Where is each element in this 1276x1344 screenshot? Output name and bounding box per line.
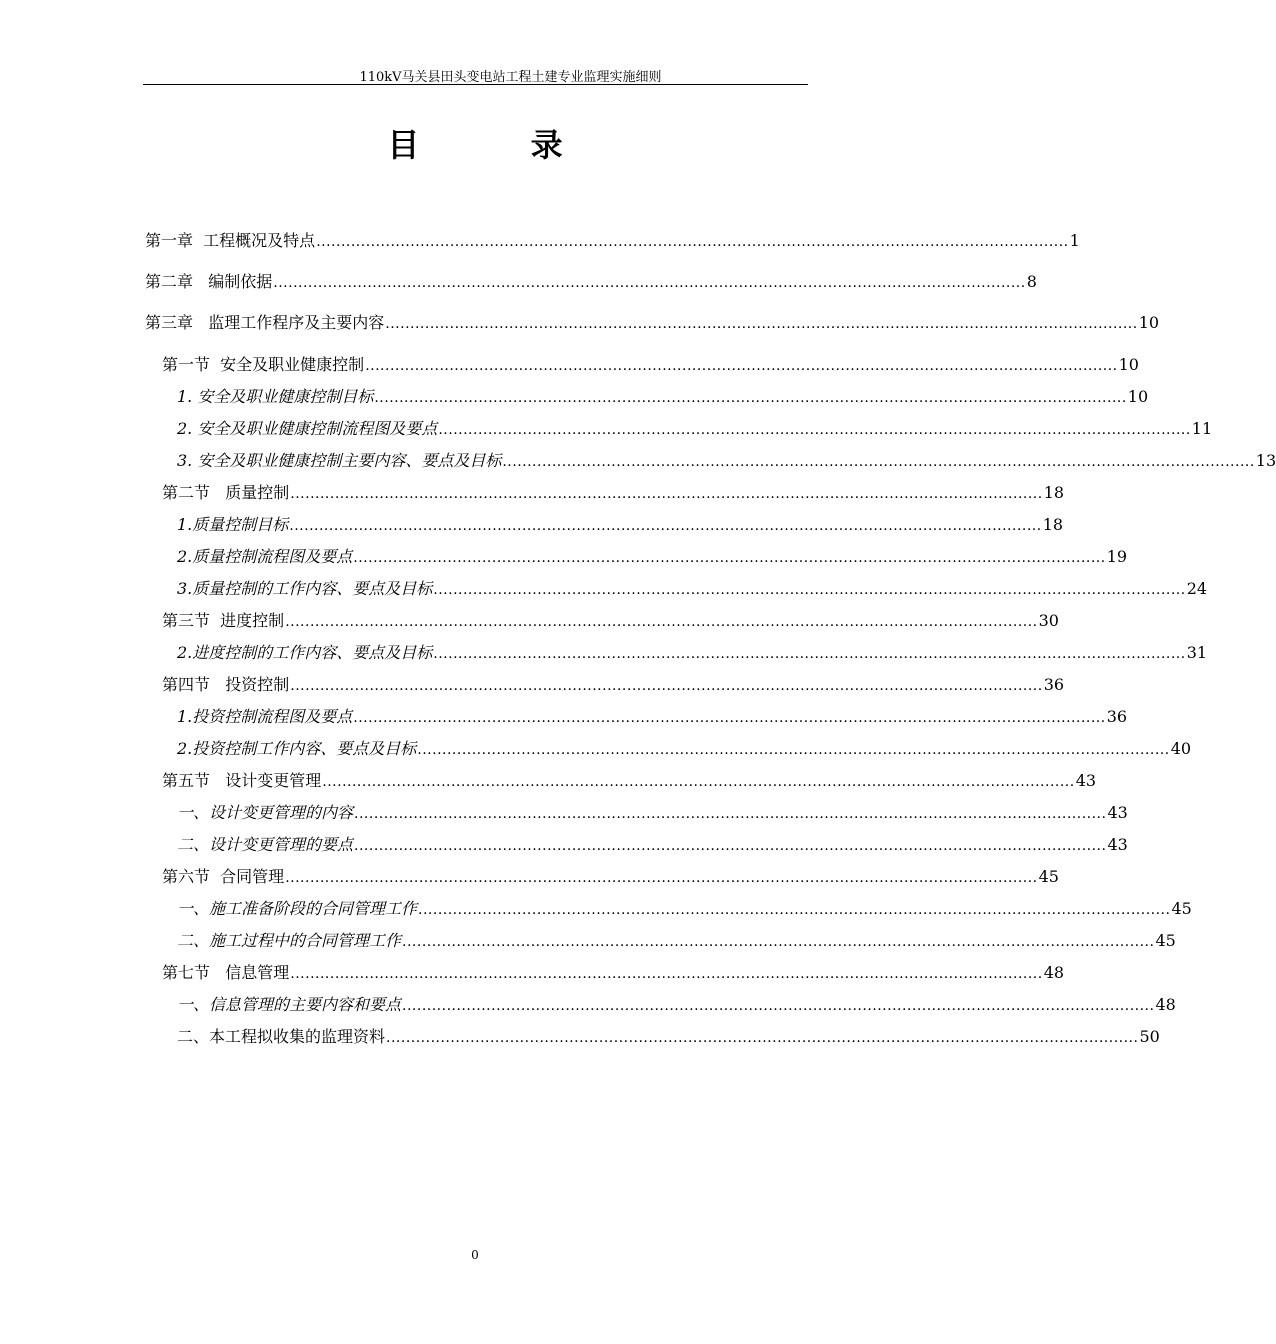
dot-leader: ........................................................................................................................................................	[402, 934, 1155, 950]
dot-leader: ........................................................................................................................................................	[418, 902, 1171, 918]
toc-entry-label: 第五节 设计变更管理	[162, 771, 322, 790]
toc-entry[interactable]	[145, 312, 1160, 334]
toc-entry[interactable]	[177, 450, 1276, 472]
toc-entry-label: 3. 安全及职业健康控制主要内容、要点及目标	[177, 451, 502, 470]
toc-entry-page: 36	[1043, 675, 1065, 694]
toc-entry-page: 45	[1171, 899, 1192, 918]
toc-entry[interactable]	[162, 674, 1065, 696]
toc-entry[interactable]	[162, 354, 1139, 376]
toc-entry-label: 第四节 投资控制	[162, 675, 290, 694]
toc-entry[interactable]	[177, 642, 1208, 664]
toc-entry[interactable]	[177, 706, 1128, 728]
toc-title: 目 录	[387, 126, 613, 164]
page-header	[143, 62, 808, 85]
toc-entry-label: 1.质量控制目标	[177, 515, 289, 534]
toc-entry-label: 一、施工准备阶段的合同管理工作	[177, 899, 418, 918]
page-number: 0	[471, 1248, 479, 1262]
toc-entry-page: 1	[1069, 231, 1080, 250]
toc-entry-page: 36	[1106, 707, 1128, 726]
toc-entry-label: 1.投资控制流程图及要点	[177, 707, 353, 726]
dot-leader: ........................................................................................................................................................	[285, 870, 1038, 886]
dot-leader: ........................................................................................................................................................	[290, 486, 1043, 502]
toc-entry-page: 43	[1107, 803, 1128, 822]
toc-entry-label: 1. 安全及职业健康控制目标	[177, 387, 374, 406]
toc-entry[interactable]	[177, 1026, 1160, 1048]
toc-entry-page: 31	[1186, 643, 1208, 662]
toc-entry[interactable]	[145, 271, 1037, 293]
toc-entry-label: 二、施工过程中的合同管理工作	[177, 931, 402, 950]
toc-entry[interactable]	[177, 802, 1128, 824]
dot-leader: ........................................................................................................................................................	[385, 316, 1138, 332]
dot-leader: ........................................................................................................................................................	[353, 550, 1106, 566]
toc-entry-label: 2.投资控制工作内容、要点及目标	[177, 739, 417, 758]
toc-entry[interactable]	[145, 230, 1080, 252]
toc-entry[interactable]	[177, 930, 1176, 952]
toc-entry-page: 50	[1139, 1027, 1160, 1046]
dot-leader: ........................................................................................................................................................	[433, 582, 1186, 598]
dot-leader: ........................................................................................................................................................	[417, 742, 1170, 758]
toc-entry-page: 10	[1127, 387, 1149, 406]
toc-entry-page: 13	[1255, 451, 1276, 470]
toc-entry[interactable]	[177, 546, 1128, 568]
toc-entry-label: 第三节 进度控制	[162, 611, 285, 630]
toc-entry[interactable]	[177, 514, 1064, 536]
toc-entry-label: 第二章 编制依据	[145, 272, 273, 291]
toc-entry[interactable]	[177, 386, 1149, 408]
dot-leader: ........................................................................................................................................................	[433, 646, 1186, 662]
dot-leader: ........................................................................................................................................................	[386, 1030, 1139, 1046]
dot-leader: ........................................................................................................................................................	[354, 838, 1107, 854]
toc-entry-page: 10	[1118, 355, 1139, 374]
dot-leader: ........................................................................................................................................................	[285, 614, 1038, 630]
toc-entry[interactable]	[162, 770, 1097, 792]
toc-entry-label: 2. 安全及职业健康控制流程图及要点	[177, 419, 438, 438]
toc-entry[interactable]	[162, 482, 1065, 504]
toc-entry[interactable]	[177, 738, 1192, 760]
header-text: 110kV马关县田头变电站工程土建专业监理实施细则	[359, 70, 662, 85]
toc-entry-page: 24	[1186, 579, 1208, 598]
toc-entry-label: 2.质量控制流程图及要点	[177, 547, 353, 566]
dot-leader: ........................................................................................................................................................	[402, 998, 1155, 1014]
toc-entry-label: 二、本工程拟收集的监理资料	[177, 1027, 386, 1046]
toc-entry-page: 30	[1038, 611, 1059, 630]
toc-entry[interactable]	[177, 418, 1213, 440]
dot-leader: ........................................................................................................................................................	[365, 358, 1118, 374]
toc-entry-label: 第一章 工程概况及特点	[145, 231, 316, 250]
dot-leader: ........................................................................................................................................................	[353, 710, 1106, 726]
toc-entry-page: 10	[1138, 313, 1160, 332]
toc-entry-page: 11	[1191, 419, 1213, 438]
toc-entry-page: 18	[1042, 515, 1064, 534]
toc-entry-page: 45	[1038, 867, 1059, 886]
toc-entry[interactable]	[177, 994, 1176, 1016]
dot-leader: ........................................................................................................................................................	[374, 390, 1127, 406]
dot-leader: ........................................................................................................................................................	[290, 678, 1043, 694]
toc-entry-page: 48	[1155, 995, 1176, 1014]
toc-entry-label: 2.进度控制的工作内容、要点及目标	[177, 643, 433, 662]
dot-leader: ........................................................................................................................................................	[316, 234, 1069, 250]
dot-leader: ........................................................................................................................................................	[273, 275, 1026, 291]
toc-entry-label: 二、设计变更管理的要点	[177, 835, 354, 854]
toc-entry[interactable]	[162, 962, 1065, 984]
dot-leader: ........................................................................................................................................................	[502, 454, 1255, 470]
toc-entry-label: 一、信息管理的主要内容和要点	[177, 995, 402, 1014]
toc-entry-page: 19	[1106, 547, 1128, 566]
toc-entry-label: 第二节 质量控制	[162, 483, 290, 502]
toc-entry[interactable]	[177, 834, 1128, 856]
toc-entry-label: 第三章 监理工作程序及主要内容	[145, 313, 385, 332]
dot-leader: ........................................................................................................................................................	[322, 774, 1075, 790]
toc-entry-label: 第六节 合同管理	[162, 867, 285, 886]
toc-entry-page: 8	[1026, 272, 1037, 291]
toc-entry-page: 48	[1043, 963, 1065, 982]
toc-entry-page: 43	[1075, 771, 1097, 790]
toc-entry[interactable]	[162, 610, 1059, 632]
toc-entry[interactable]	[177, 898, 1192, 920]
toc-entry-label: 一、设计变更管理的内容	[177, 803, 354, 822]
toc-entry[interactable]	[177, 578, 1208, 600]
dot-leader: ........................................................................................................................................................	[354, 806, 1107, 822]
dot-leader: ........................................................................................................................................................	[438, 422, 1191, 438]
toc-entry-label: 3.质量控制的工作内容、要点及目标	[177, 579, 433, 598]
toc-entry[interactable]	[162, 866, 1059, 888]
toc-entry-page: 40	[1170, 739, 1192, 758]
toc-entry-label: 第七节 信息管理	[162, 963, 290, 982]
dot-leader: ........................................................................................................................................................	[290, 966, 1043, 982]
toc-entry-page: 43	[1107, 835, 1128, 854]
toc-entry-page: 45	[1155, 931, 1176, 950]
toc-entry-label: 第一节 安全及职业健康控制	[162, 355, 365, 374]
dot-leader: ........................................................................................................................................................	[289, 518, 1042, 534]
toc-entry-page: 18	[1043, 483, 1065, 502]
